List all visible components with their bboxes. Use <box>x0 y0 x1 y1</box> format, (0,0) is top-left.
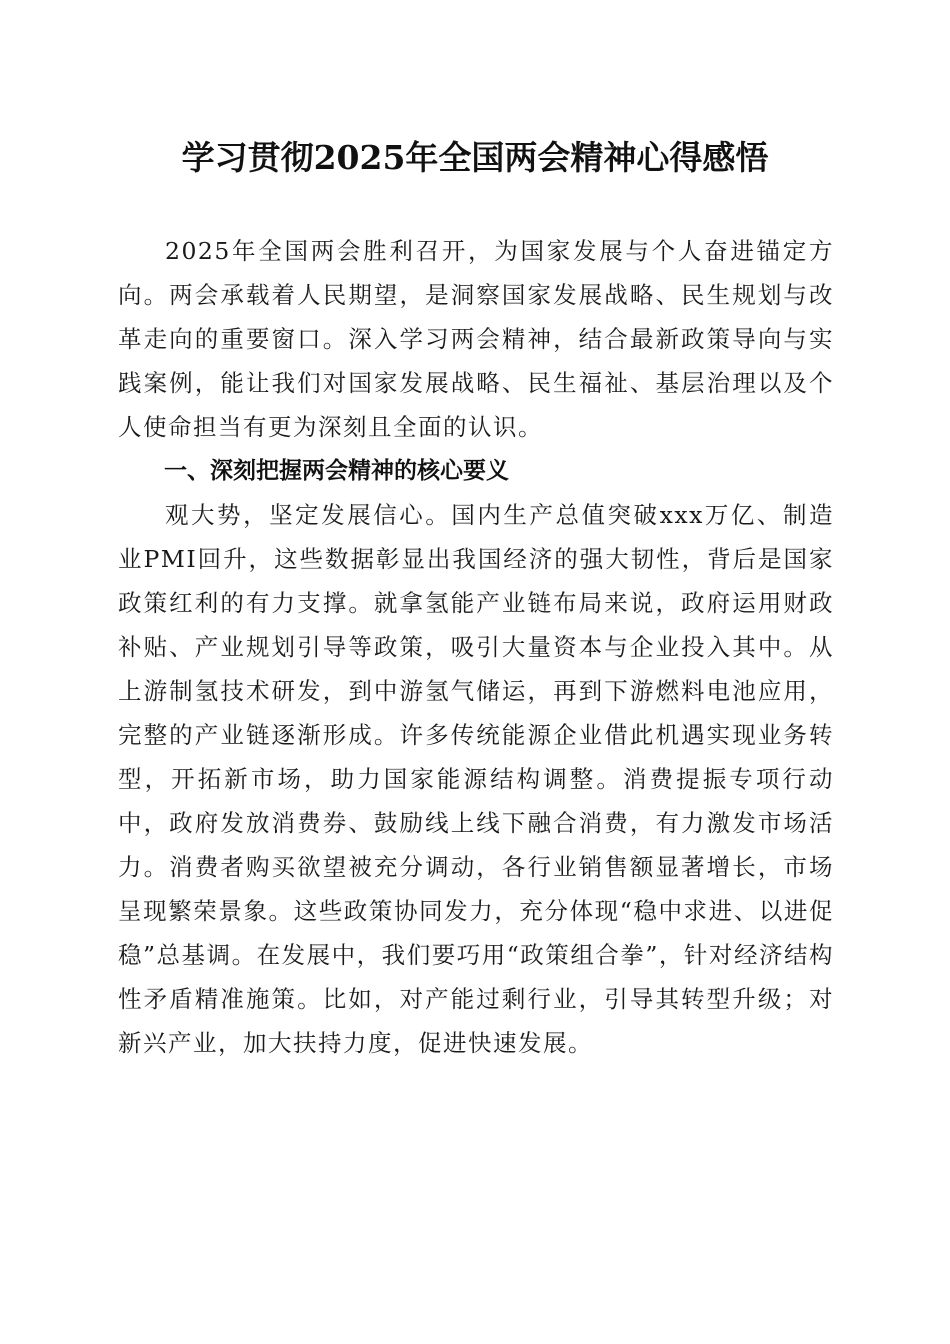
document-body <box>118 229 834 1065</box>
section-1-paragraph: 观大势，坚定发展信心。国内生产总值突破xxx万亿、制造业PMI回升，这些数据彰显出我国经济的强大韧性，背后是国家政策红利的有力支撑。就拿氢能产业链布局来说，政府运用财政补贴、产业规划引导等政策，吸引大量资本与企业投入其中。从上游制氢技术研发，到中游氢气储运，再到下游燃料电池应用，完整的产业链逐渐形成。许多传统能源企业借此机遇实现业务转型，开拓新市场，助力国家能源结构调整。消费提振专项行动中，政府发放消费券、鼓励线上线下融合消费，有力激发市场活力。消费者购买欲望被充分调动，各行业销售额显著增长，市场呈现繁荣景象。这些政策协同发力，充分体现“稳中求进、以进促稳”总基调。在发展中，我们要巧用“政策组合拳”，针对经济结构性矛盾精准施策。比如，对产能过剩行业，引导其转型升级；对新兴产业，加大扶持力度，促进快速发展。 <box>118 501 834 1057</box>
document-title: 学习贯彻2025年全国两会精神心得感悟 <box>181 138 769 177</box>
intro-paragraph: 2025年全国两会胜利召开，为国家发展与个人奋进锚定方向。两会承载着人民期望，是洞察国家发展战略、民生规划与改革走向的重要窗口。深入学习两会精神，结合最新政策导向与实践案例，能让我们对国家发展战略、民生福祉、基层治理以及个人使命担当有更为深刻且全面的认识。 <box>118 237 834 441</box>
section-1-heading: 一、深刻把握两会精神的核心要义 <box>164 458 509 484</box>
